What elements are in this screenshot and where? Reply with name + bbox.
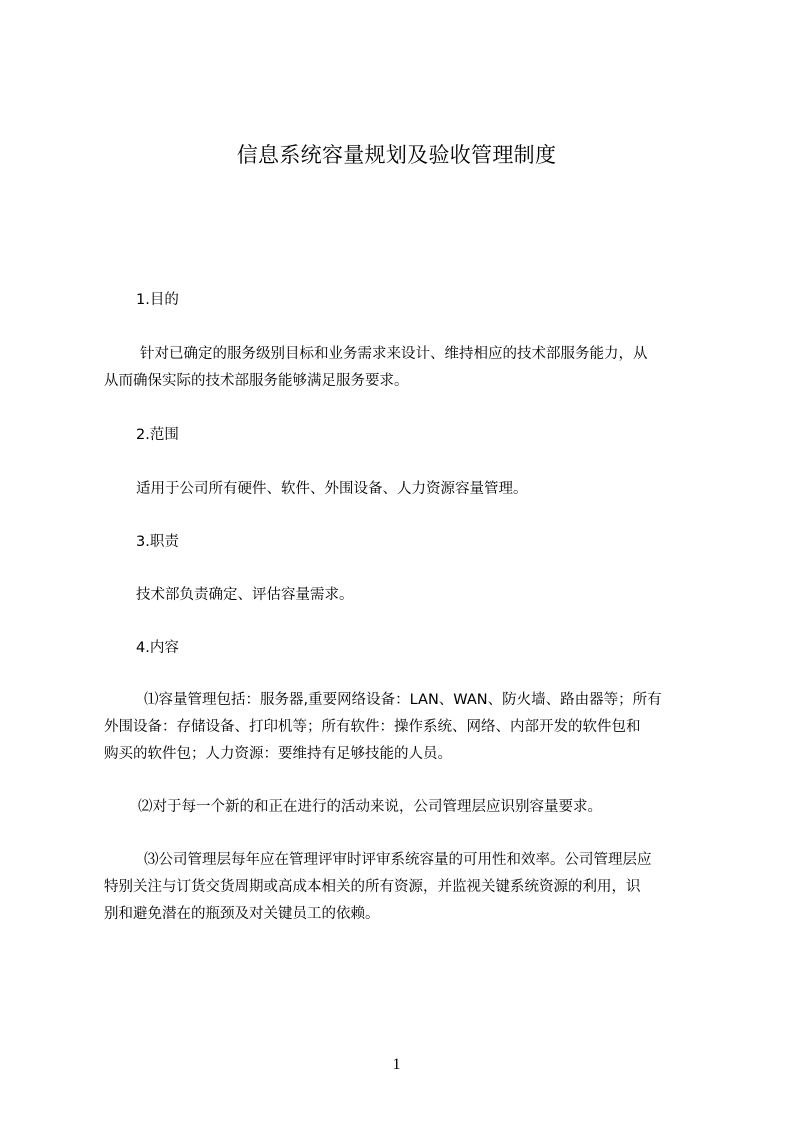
purpose-paragraph-line-1: 针对已确定的服务级别目标和业务需求来设计、维持相应的技术部服务能力，从: [140, 346, 648, 362]
section-heading-content: 4.内容: [136, 640, 179, 656]
responsibility-paragraph: 技术部负责确定、评估容量需求。: [136, 587, 354, 603]
purpose-paragraph-line-2: 从而确保实际的技术部服务能够满足服务要求。: [104, 373, 409, 389]
content-item-1-line-1: ⑴容量管理包括：服务器,重要网络设备：LAN、WAN、防火墙、路由器等；所有: [144, 692, 662, 708]
content-item-3-line-1: ⑶公司管理层每年应在管理评审时评审系统容量的可用性和效率。公司管理层应: [144, 852, 652, 868]
content-item-1-line-2: 外围设备：存储设备、打印机等；所有软件：操作系统、网络、内部开发的软件包和: [104, 719, 641, 735]
content-item-3-line-3: 别和避免潜在的瓶颈及对关键员工的依赖。: [104, 906, 380, 922]
content-item-2: ⑵对于每一个新的和正在进行的活动来说，公司管理层应识别容量要求。: [138, 799, 602, 815]
page-number: 1: [392, 1056, 401, 1073]
section-heading-responsibility: 3.职责: [136, 534, 179, 550]
content-item-3-line-2: 特别关注与订货交货周期或高成本相关的所有资源，并监视关键系统资源的利用，识: [104, 879, 641, 895]
document-title: 信息系统容量规划及验收管理制度: [236, 143, 557, 167]
section-heading-purpose: 1.目的: [136, 292, 179, 308]
section-heading-scope: 2.范围: [136, 427, 179, 443]
scope-paragraph: 适用于公司所有硬件、软件、外围设备、人力资源容量管理。: [136, 481, 528, 497]
content-item-1-line-3: 购买的软件包；人力资源：要维持有足够技能的人员。: [104, 746, 452, 762]
